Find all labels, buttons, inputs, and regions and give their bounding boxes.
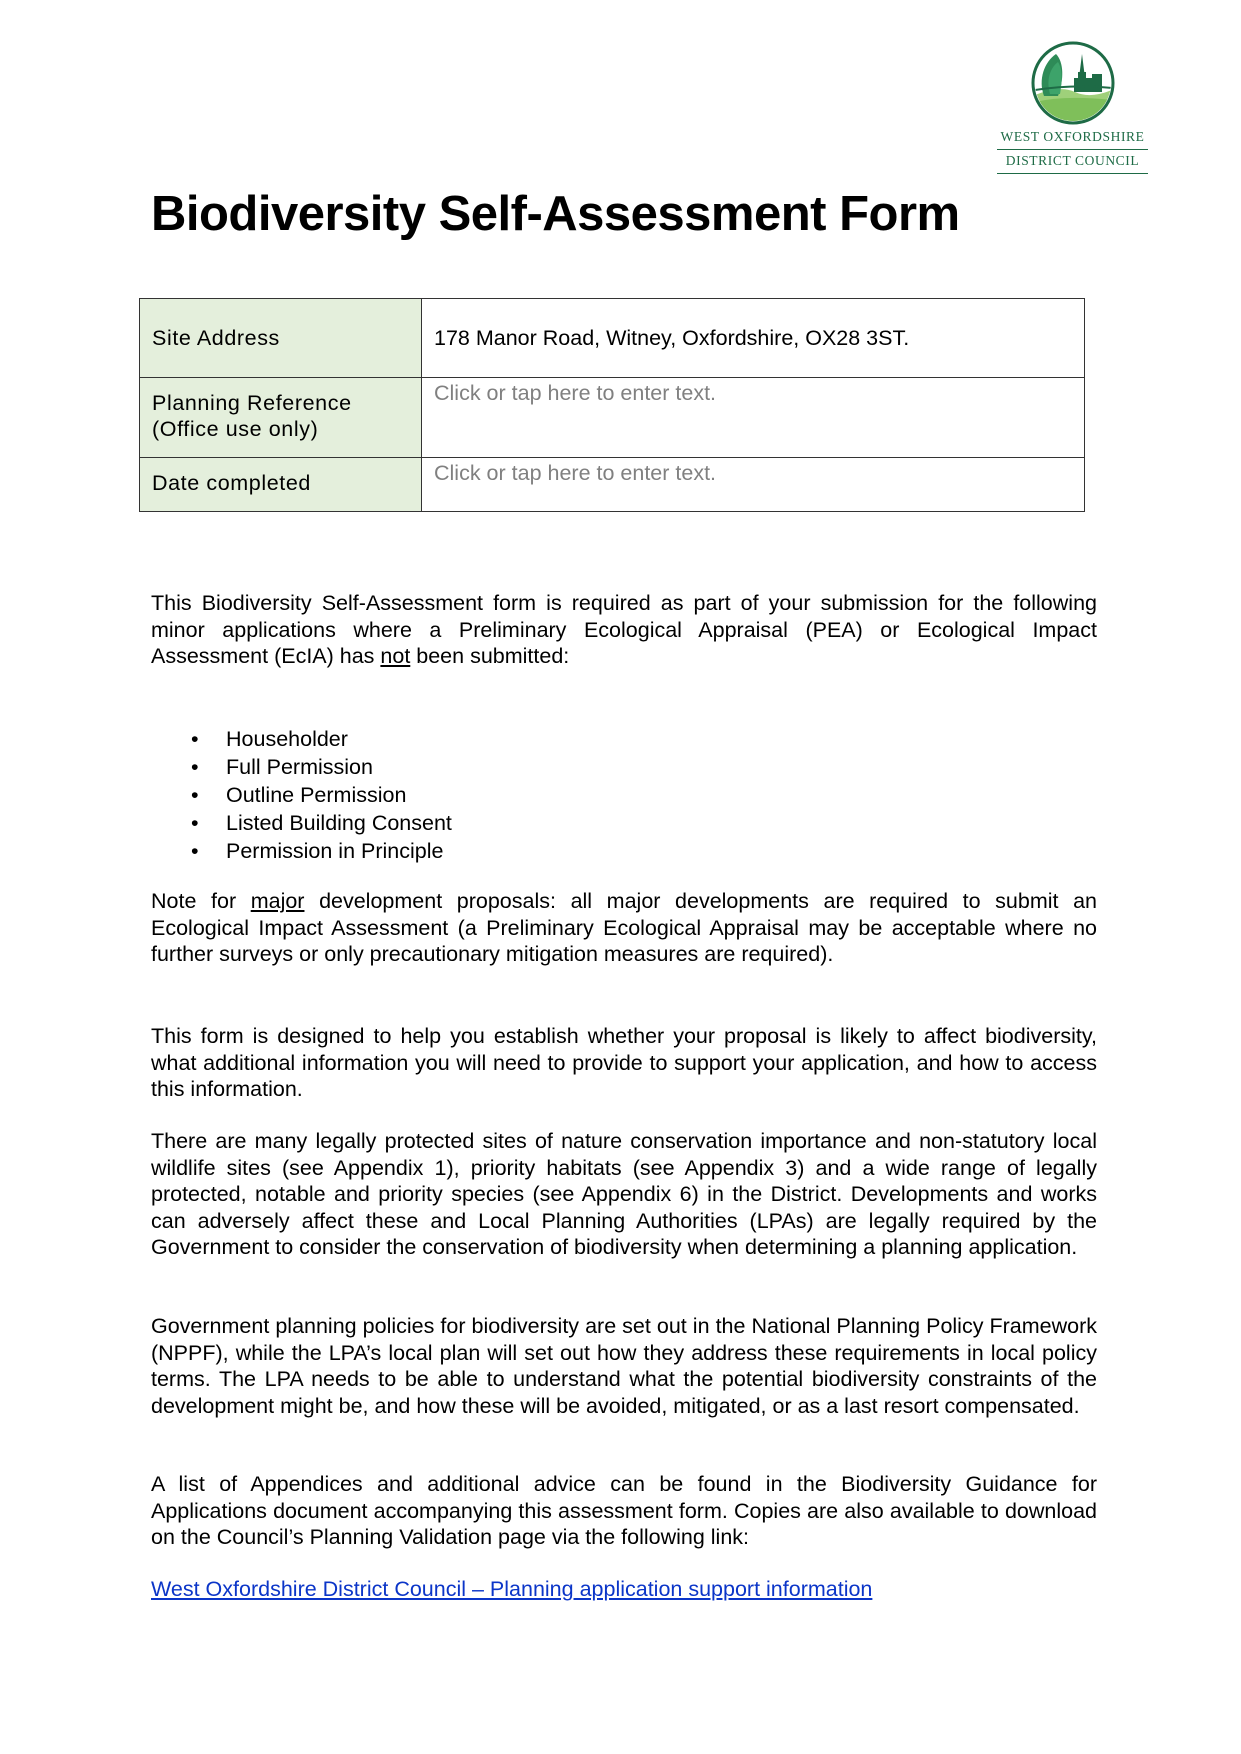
protected-sites-paragraph: There are many legally protected sites of nature conservation importance and non-statutory local wildlife sites (see Appendix 1), priority habitats (see Appendix 3) and a wide range of legally protected, notable and priority species (see Appendix 6) in the District. Developments and works can adversely affect these and Local Planning Authorities (LPAs) are legally required by the Government to consider the conservation of biodiversity when determining a planning application. <box>151 1129 1097 1259</box>
logo-divider-bottom <box>997 173 1148 174</box>
intro-paragraph <box>151 590 1097 670</box>
intro-text-after: been submitted: <box>410 644 570 668</box>
support-link-paragraph <box>151 1576 1097 1603</box>
application-types-list <box>151 725 452 865</box>
intro-text-before: This Biodiversity Self-Assessment form is required as part of your submission for the following minor applications where a Preliminary Ecological Appraisal (PEA) or Ecological Impact Assessment (EcIA) has <box>151 591 1097 668</box>
site-address-value-cell[interactable] <box>422 299 1085 378</box>
council-crest-icon <box>1030 40 1116 126</box>
list-item <box>151 781 452 809</box>
logo-line1: WEST OXFORDSHIRE <box>1000 129 1145 144</box>
site-address-label-cell <box>140 299 422 378</box>
planning-reference-field[interactable] <box>422 378 1085 458</box>
list-item <box>151 753 452 781</box>
note-text-after: development proposals: all major developments are required to submit an Ecological Impact Assessment (a Preliminary Ecological Appraisal may be acceptable where no further surveys or only precautionary mitigation measures are required). <box>151 889 1097 966</box>
list-item-text: Listed Building Consent <box>226 811 452 835</box>
logo-line2: DISTRICT COUNCIL <box>1005 153 1140 168</box>
date-completed-field[interactable] <box>422 458 1085 512</box>
note-emphasis: major <box>250 889 305 913</box>
bullet-icon: • <box>191 811 199 835</box>
planning-reference-label <box>140 378 421 442</box>
site-address-label: Site Address <box>152 326 280 350</box>
table-row-date-completed <box>140 458 1085 512</box>
planning-reference-label-line2: (Office use only) <box>152 417 319 441</box>
intro-emphasis: not <box>380 644 411 668</box>
council-logo <box>995 40 1150 174</box>
table-row-planning-reference <box>140 378 1085 458</box>
list-item-text: Permission in Principle <box>226 839 444 863</box>
note-text-before: Note for <box>151 889 251 913</box>
bullet-icon: • <box>191 783 199 807</box>
list-item <box>151 837 452 865</box>
planning-reference-label-line1: Planning Reference <box>152 391 352 415</box>
date-completed-placeholder[interactable]: Click or tap here to enter text. <box>434 461 717 485</box>
appendices-paragraph: A list of Appendices and additional advice can be found in the Biodiversity Guidance for Applications document accompanying this assessment form. Copies are also available to download on the Council’s Planning Validation page via the following link: <box>151 1472 1097 1549</box>
bullet-icon: • <box>191 727 199 751</box>
list-item-text: Outline Permission <box>226 783 407 807</box>
table-row-site-address <box>140 299 1085 378</box>
planning-reference-placeholder[interactable]: Click or tap here to enter text. <box>434 381 717 405</box>
planning-support-link[interactable]: West Oxfordshire District Council – Planning application support information <box>151 1577 873 1601</box>
date-completed-label-cell <box>140 458 422 512</box>
planning-policy-paragraph: Government planning policies for biodiversity are set out in the National Planning Policy Framework (NPPF), while the LPA’s local plan will set out how they address these requirements in local policy terms. The LPA needs to be able to understand what the potential biodiversity constraints of the development might be, and how these will be avoided, mitigated, or as a last resort compensated. <box>151 1314 1097 1418</box>
bullet-icon: • <box>191 839 199 863</box>
list-item <box>151 809 452 837</box>
bullet-icon: • <box>191 755 199 779</box>
purpose-paragraph: This form is designed to help you establish whether your proposal is likely to affect biodiversity, what additional information you will need to provide to support your application, and how to access this information. <box>151 1024 1097 1101</box>
planning-reference-label-cell <box>140 378 422 458</box>
date-completed-label: Date completed <box>152 471 311 495</box>
list-item-text: Full Permission <box>226 755 373 779</box>
list-item-text: Householder <box>226 727 348 751</box>
site-address-value[interactable]: 178 Manor Road, Witney, Oxfordshire, OX28 3ST. <box>434 326 910 350</box>
list-item <box>151 725 452 753</box>
major-development-note <box>151 888 1097 968</box>
page-title: Biodiversity Self-Assessment Form <box>151 187 960 241</box>
site-info-table <box>139 298 1085 512</box>
